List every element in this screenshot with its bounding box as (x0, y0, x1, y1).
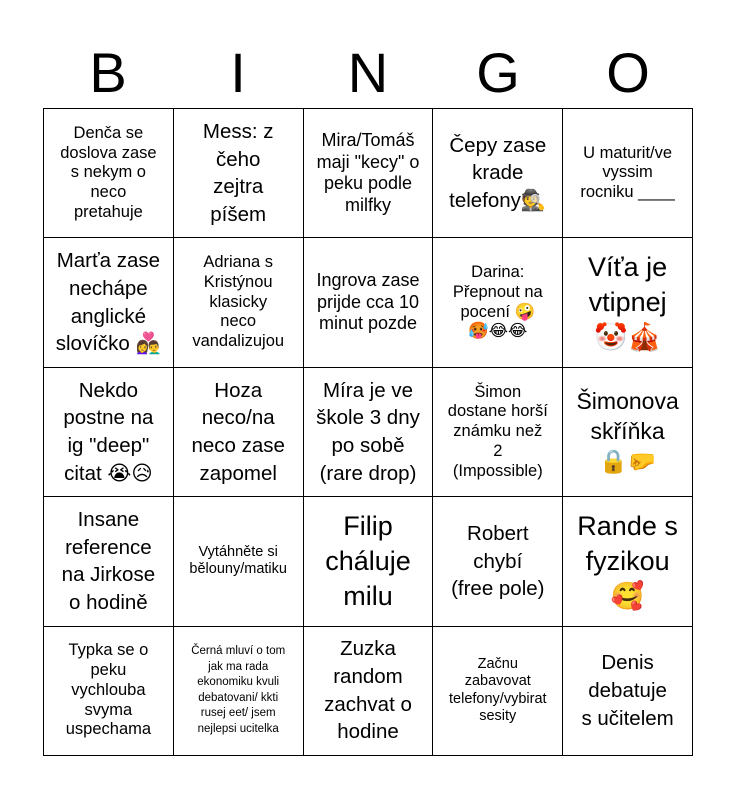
bingo-cell[interactable]: Filip cháluje milu (304, 497, 434, 626)
header-letter-b: B (89, 41, 127, 104)
header-letter-n: N (347, 41, 389, 104)
bingo-cell[interactable]: Míra je ve škole 3 dny po sobě (rare drop) (304, 368, 434, 497)
bingo-cell[interactable]: Mess: z čeho zejtra píšem (174, 109, 304, 238)
bingo-cell[interactable]: Marťa zase nechápe anglické slovíčko 👩‍❤️‍👨 (44, 238, 174, 367)
bingo-cell[interactable]: Typka se o peku vychlouba svyma uspechama (44, 627, 174, 756)
header-letter-o: O (606, 41, 650, 104)
bingo-cell[interactable]: Čepy zase krade telefony🕵️ (433, 109, 563, 238)
bingo-cell[interactable]: Insane reference na Jirkose o hodině (44, 497, 174, 626)
bingo-header (43, 38, 693, 108)
bingo-cell[interactable]: U maturit/ve vyssim rocniku ____ (563, 109, 693, 238)
bingo-cell[interactable]: Hoza neco/na neco zase zapomel (174, 368, 304, 497)
bingo-cell[interactable]: Robert chybí (free pole) (433, 497, 563, 626)
header-letter-g: G (476, 41, 520, 104)
bingo-cell[interactable]: Rande s fyzikou 🥰 (563, 497, 693, 626)
bingo-cell[interactable]: Vytáhněte si bělouny/matiku (174, 497, 304, 626)
bingo-cell[interactable]: Denča se doslova zase s nekym o neco pretahuje (44, 109, 174, 238)
bingo-cell[interactable]: Adriana s Kristýnou klasicky neco vandalizujou (174, 238, 304, 367)
bingo-cell[interactable]: Darina: Přepnout na pocení 🤪 🥵😂😂 (433, 238, 563, 367)
bingo-cell[interactable]: Víťa je vtipnej 🤡🎪 (563, 238, 693, 367)
bingo-cell[interactable]: Začnu zabavovat telefony/vybirat sesity (433, 627, 563, 756)
bingo-cell[interactable]: Šimonova skříňka 🔒🤛 (563, 368, 693, 497)
bingo-cell[interactable]: Černá mluví o tom jak ma rada ekonomiku kvuli debatovani/ kkti rusej eet/ jsem nejlepsi ucitelka (174, 627, 304, 756)
bingo-grid (43, 108, 693, 756)
bingo-cell[interactable]: Zuzka random zachvat o hodine (304, 627, 434, 756)
bingo-cell[interactable]: Mira/Tomáš maji "kecy" o peku podle milfky (304, 109, 434, 238)
bingo-cell[interactable]: Šimon dostane horší známku než 2 (Impossible) (433, 368, 563, 497)
header-letter-i: I (230, 41, 246, 104)
bingo-cell[interactable]: Nekdo postne na ig "deep" citat 😭😥 (44, 368, 174, 497)
bingo-cell[interactable]: Ingrova zase prijde cca 10 minut pozde (304, 238, 434, 367)
bingo-cell[interactable]: Denis debatuje s učitelem (563, 627, 693, 756)
